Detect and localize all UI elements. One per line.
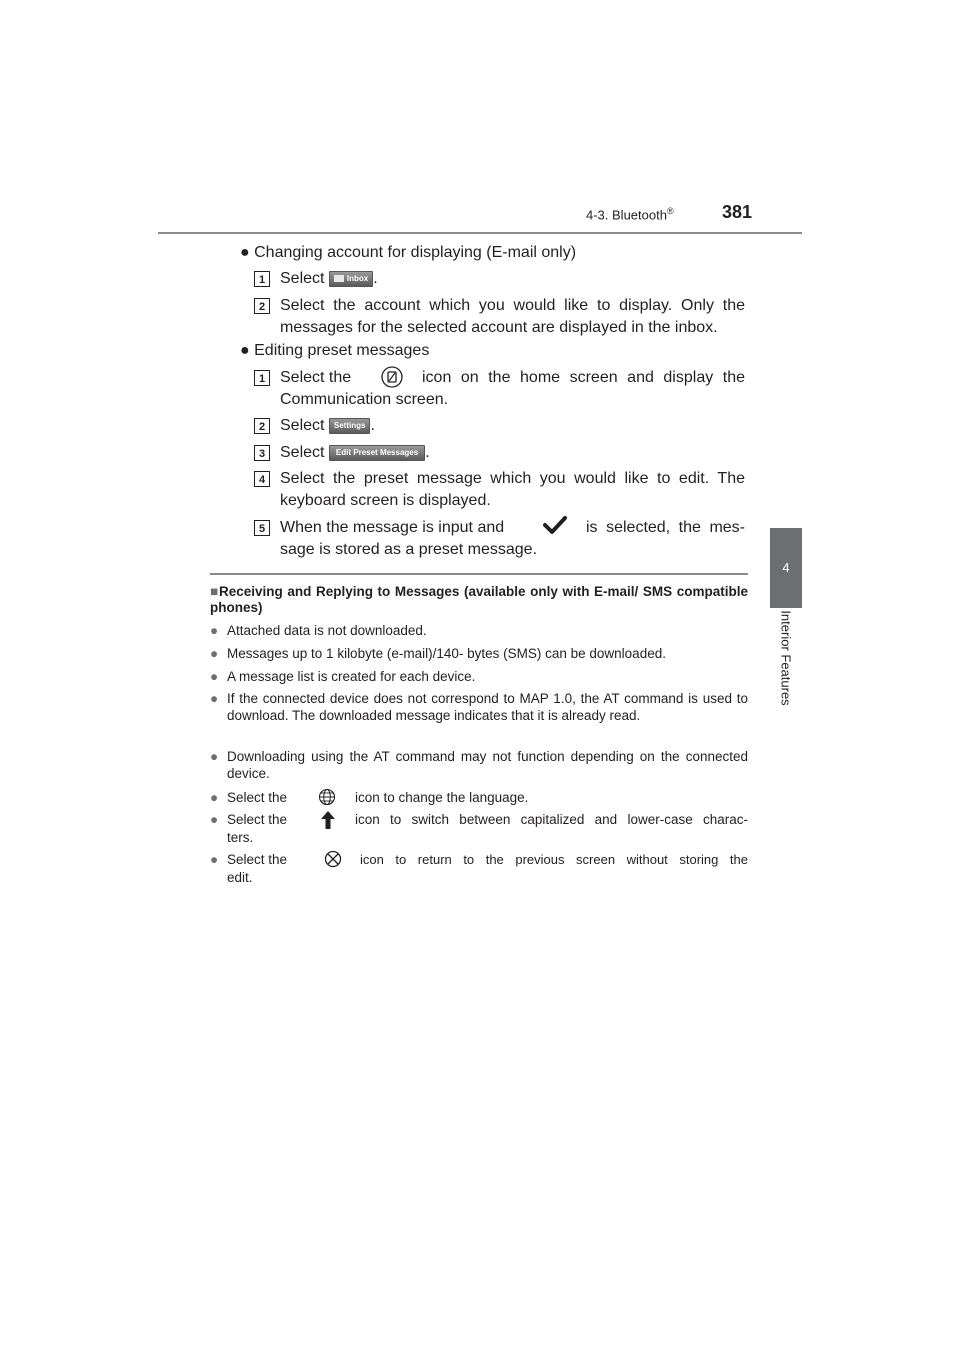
- bullet-icon: ●: [210, 623, 219, 638]
- bullet-changing-account: [240, 242, 576, 264]
- header-rule: [158, 232, 802, 234]
- note-text: Downloading using the AT command may not function depending on the connected device.: [227, 749, 748, 781]
- step-pre: Select: [280, 417, 325, 434]
- note-item: [210, 851, 748, 887]
- bullet-icon: ●: [210, 749, 219, 764]
- step-text: [280, 268, 745, 290]
- step-pre: Select: [280, 270, 325, 287]
- note-text-post: icon to switch between capitalized and lower-case charac-: [355, 812, 748, 827]
- section-title: [586, 206, 674, 222]
- envelope-icon: [334, 275, 344, 282]
- step-text-b: icon on the home screen and display the: [422, 369, 745, 386]
- bullet-icon: ●: [210, 852, 219, 867]
- inbox-button-label: Inbox: [346, 273, 369, 283]
- step-text-line2: sage is stored as a preset message.: [280, 541, 538, 558]
- step-pre: Select: [280, 444, 325, 461]
- bullet-icon: ●: [210, 691, 219, 706]
- section-text: 4-3. Bluetooth: [586, 207, 667, 223]
- bullet-icon: ●: [210, 646, 219, 661]
- notes-heading: [210, 584, 748, 616]
- step-badge: 4: [254, 471, 270, 487]
- note-item: [210, 622, 748, 639]
- note-text-pre: Select the: [227, 812, 288, 827]
- note-text-line2: ters.: [227, 830, 254, 845]
- note-text: If the connected device does not correspond to MAP 1.0, the AT command is used to download. The downloaded message indicates that it is already read.: [227, 691, 748, 723]
- registered-mark: ®: [666, 206, 674, 216]
- note-item: [210, 748, 748, 782]
- step-text-a: When the message is input and: [280, 519, 505, 536]
- shift-arrow-icon: [320, 810, 336, 834]
- step-text-b: is selected, the mes-: [586, 519, 745, 536]
- cancel-x-icon: [324, 850, 342, 872]
- note-text: A message list is created for each device.: [227, 669, 476, 684]
- step-text-line2: keyboard screen is displayed.: [280, 492, 491, 509]
- note-text-post: icon to change the language.: [355, 790, 529, 805]
- step-text-a: Select the: [280, 369, 352, 386]
- step-badge: 5: [254, 520, 270, 536]
- note-item: [210, 645, 748, 662]
- step-text: [280, 415, 375, 437]
- chapter-tab-label: Interior Features: [778, 610, 794, 706]
- step-badge: 1: [254, 271, 270, 287]
- bullet-icon: ●: [210, 812, 219, 827]
- globe-icon: [318, 788, 336, 810]
- note-text: Messages up to 1 kilobyte (e-mail)/140- bytes (SMS) can be downloaded.: [227, 646, 666, 661]
- step-text-line1: Select the preset message which you would like to edit. The: [280, 470, 745, 487]
- notes-rule: [210, 573, 748, 575]
- bullet-icon: ●: [210, 790, 219, 805]
- bullet-title: Changing account for displaying (E-mail only): [254, 244, 577, 261]
- checkmark-icon: [542, 514, 568, 541]
- note-item: [210, 690, 748, 724]
- step-text-line2: messages for the selected account are displayed in the inbox.: [280, 319, 718, 336]
- step-text-line1: Select the account which you would like to display. Only the: [280, 297, 745, 314]
- step-badge: 3: [254, 445, 270, 461]
- step-post: .: [373, 270, 378, 287]
- step-post: .: [370, 417, 375, 434]
- note-text-line2: edit.: [227, 870, 253, 885]
- bullet-title: Editing preset messages: [254, 342, 430, 359]
- settings-button: Settings: [329, 418, 371, 434]
- step-badge: 2: [254, 418, 270, 434]
- note-item: [210, 668, 748, 685]
- chapter-tab: 4: [770, 528, 802, 608]
- step-text: [280, 442, 430, 464]
- edit-preset-messages-button: Edit Preset Messages: [329, 445, 425, 461]
- page-number: 381: [722, 202, 753, 222]
- square-bullet-icon: ■: [210, 584, 219, 599]
- step-badge: 2: [254, 298, 270, 314]
- bullet-icon: ●: [240, 342, 250, 359]
- step-text-line2: Communication screen.: [280, 391, 449, 408]
- bullet-icon: ●: [240, 244, 250, 261]
- note-item: [210, 811, 748, 847]
- bullet-icon: ●: [210, 669, 219, 684]
- bullet-editing-preset: [240, 340, 429, 362]
- note-text-post: icon to return to the previous screen without storing the: [360, 852, 748, 867]
- step-post: .: [425, 444, 430, 461]
- note-text-pre: Select the: [227, 852, 288, 867]
- note-text: Attached data is not downloaded.: [227, 623, 427, 638]
- inbox-button: [329, 271, 373, 287]
- notes-heading-text: Receiving and Replying to Messages (available only with E-mail/ SMS compatible phones): [210, 584, 748, 615]
- step-badge: 1: [254, 370, 270, 386]
- note-text-pre: Select the: [227, 790, 288, 805]
